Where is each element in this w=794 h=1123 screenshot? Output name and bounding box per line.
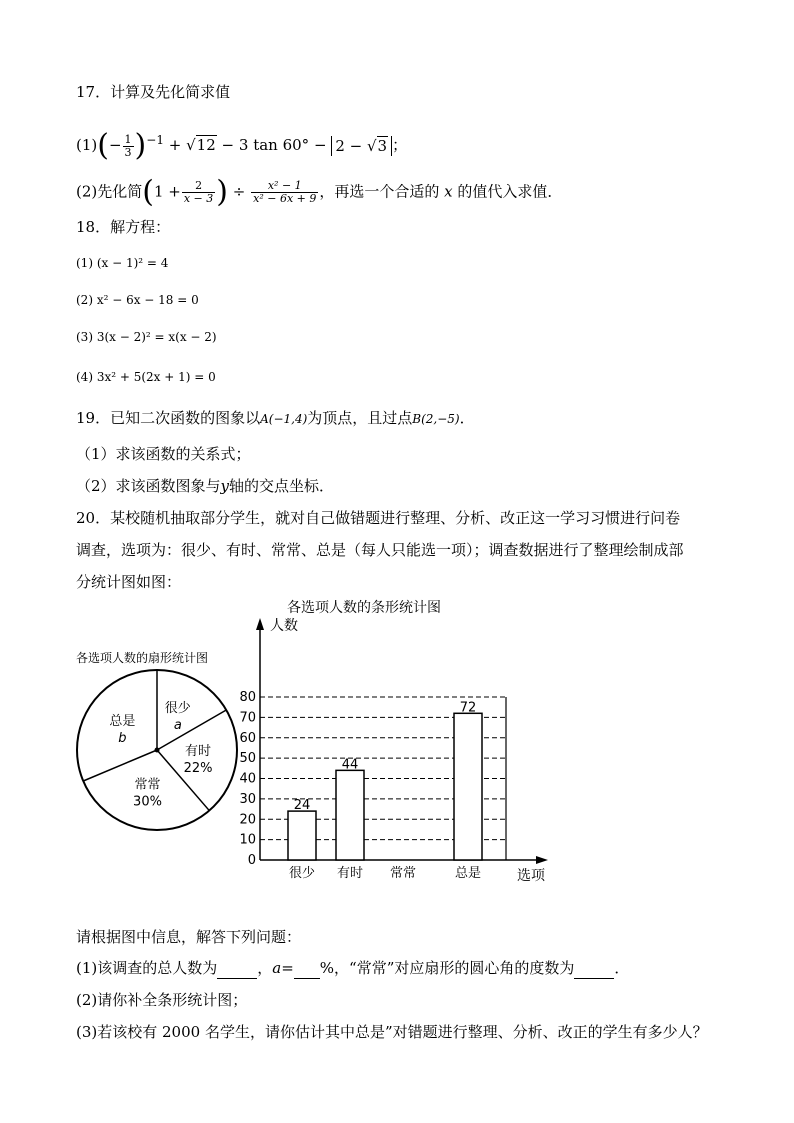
bar-chart: [239, 618, 548, 881]
pie-center: [155, 748, 160, 753]
bar: [336, 770, 364, 860]
x-axis-arrow: [536, 856, 548, 864]
y-tick-label: 40: [239, 771, 256, 787]
y-tick-label: 0: [247, 853, 256, 868]
x-tick-label: 常常: [389, 866, 417, 881]
q18-eq2: (2) x² − 6x − 18 = 0: [76, 293, 199, 307]
bar: [454, 713, 482, 860]
absolute-value: 2 − √3: [331, 136, 392, 156]
pie-slice-label: 很少: [164, 700, 191, 716]
pie-slice-label: 总是: [109, 713, 136, 729]
bar-title: 各选项人数的条形统计图: [287, 600, 441, 616]
x-axis-label: 选项: [517, 868, 545, 884]
q19-sub1: （1）求该函数的关系式；: [76, 445, 251, 463]
charts-svg: [70, 590, 570, 890]
q19-title: 19．已知二次函数的图象以A(−1,4)为顶点，且过点B(2,−5)．: [76, 409, 475, 427]
pie-slice-value: 30%: [133, 794, 162, 810]
q18-eq3: (3) 3(x − 2)² = x(x − 2): [76, 330, 217, 344]
pie-slice-value: a: [173, 717, 182, 733]
q18-eq1: (1) (x − 1)² = 4: [76, 256, 169, 270]
bar-data-label: 44: [341, 757, 359, 773]
bar-data-label: 72: [459, 700, 477, 716]
y-tick-label: 80: [239, 690, 256, 705]
q20-intro-1: 20．某校随机抽取部分学生，就对自己做错题进行整理、分析、改正这一学习习惯进行问卷: [76, 509, 681, 527]
pie-slice-value: b: [118, 730, 127, 746]
pie-title: 各选项人数的扇形统计图: [76, 651, 209, 665]
fraction-one-third: $\frac{1}{3}$: [124, 132, 132, 159]
y-tick-label: 60: [239, 730, 256, 746]
q18-eq4: (4) 3x² + 5(2x + 1) = 0: [76, 370, 216, 384]
y-axis-label: 人数: [270, 618, 298, 634]
pie-chart: [77, 670, 237, 830]
charts-figure: [70, 590, 570, 890]
q20-question-3: (3)若该校有 2000 名学生，请你估计其中总是”对错题进行整理、分析、改正的学生有多少人？: [76, 1023, 708, 1041]
answer-blank-a[interactable]: [294, 958, 320, 979]
q20-intro-3: 分统计图如图：: [76, 573, 182, 591]
q17-part1: (1)(− $\frac{1}{3}$ )$^{-1}$ + √12 − 3 tan 60° − 2 − √3 ；: [76, 128, 408, 163]
y-tick-label: 50: [239, 751, 256, 767]
fraction-2-over-x-3: $\frac{2}{x - 3}$: [183, 179, 214, 205]
bar-data-label: 24: [293, 798, 311, 814]
y-axis-arrow: [256, 618, 264, 630]
y-tick-label: 10: [239, 832, 256, 848]
x-tick-label: 很少: [288, 866, 316, 881]
y-tick-label: 30: [239, 791, 256, 807]
x-tick-label: 有时: [336, 866, 364, 881]
q17-title: 17．计算及先化简求值: [76, 83, 231, 101]
pie-divider: [83, 750, 157, 781]
q20-question-1: (1)该调查的总人数为 ，a= %，“常常”对应扇形的圆心角的度数为 ．: [76, 959, 630, 977]
pie-slice-value: 22%: [183, 760, 213, 776]
pie-slice-label: 常常: [134, 777, 161, 793]
q20-intro-2: 调查，选项为：很少、有时、常常、总是（每人只能选一项）；调查数据进行了整理绘制成部: [76, 541, 684, 559]
pie-divider: [157, 750, 209, 811]
q20-question-2: (2)请你补全条形统计图；: [76, 991, 248, 1009]
q17-part2: (2)先化简(1 + $\frac{2}{x - 3}$ ) ÷ $\frac{\text{x² − 1}}{\text{x² − 6x + 9}}$ ，再选一个合适的 x 的值代入求值．: [76, 174, 563, 210]
q19-sub2: （2）求该函数图象与y轴的交点坐标．: [76, 477, 335, 495]
fraction-x2-1: $\frac{\text{x² − 1}}{\text{x² − 6x + 9}}$: [253, 179, 317, 205]
answer-blank-angle[interactable]: [574, 958, 614, 979]
answer-blank-total[interactable]: [217, 958, 257, 979]
y-tick-label: 70: [239, 710, 256, 726]
y-tick-label: 20: [239, 812, 256, 828]
pie-slice-label: 有时: [185, 743, 212, 759]
x-tick-label: 总是: [454, 866, 482, 881]
q20-prompt: 请根据图中信息，解答下列问题：: [76, 928, 302, 946]
q18-title: 18．解方程：: [76, 218, 171, 236]
bar: [288, 811, 316, 860]
